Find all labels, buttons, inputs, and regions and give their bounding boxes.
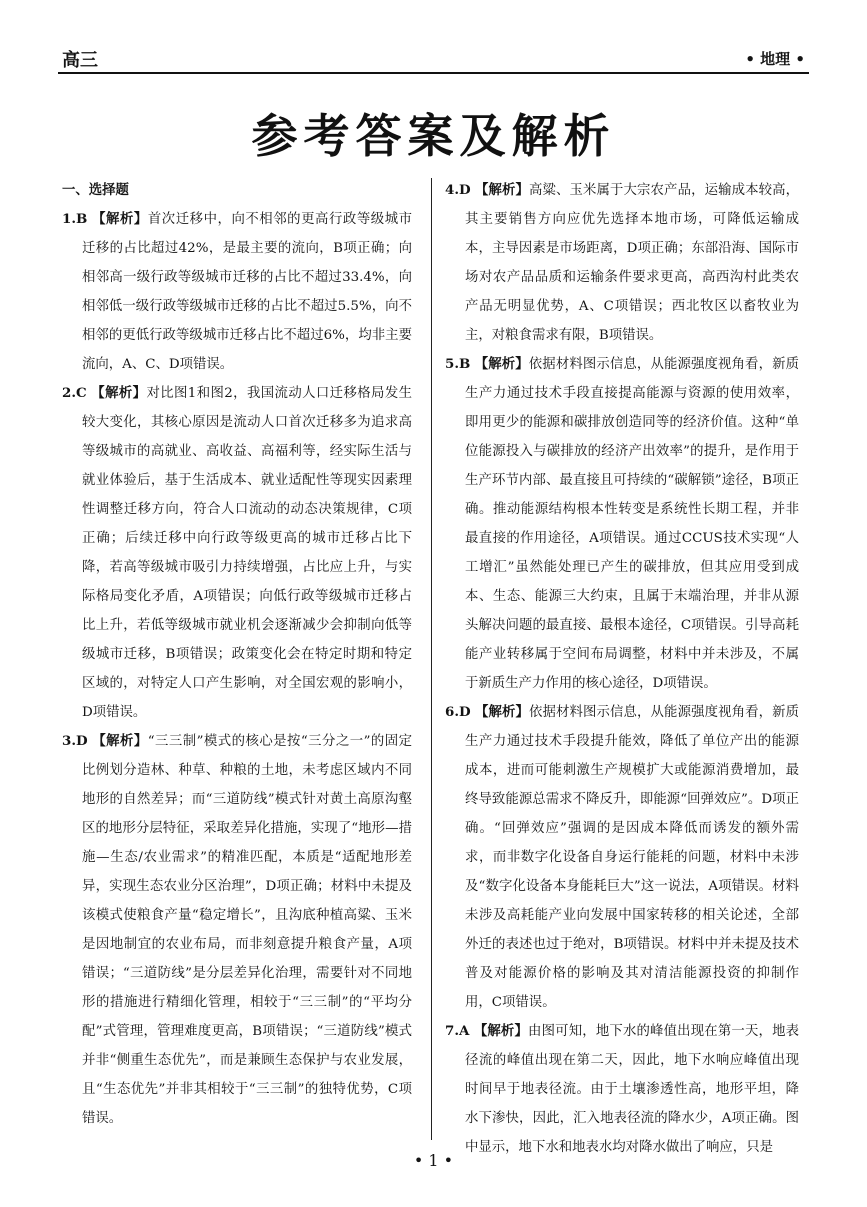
answer-number: 4.D [445, 182, 471, 198]
right-column [445, 176, 799, 1162]
answer-item-1 [62, 205, 412, 379]
answer-item-7 [445, 1017, 799, 1162]
analysis-tag: 【解析】 [474, 705, 529, 720]
answer-item-2 [62, 379, 412, 727]
subject-label: • 地理 • [745, 50, 805, 68]
answer-text: 依据材料图示信息，从能源强度视角看，新质生产力通过技术手段直接提高能源与资源的使用效率，即用更少的能源和碳排放创造同等的经济价值。这种“单位能源投入与碳排放的经济产出效率”的提升，是作用于生产环节内部、最直接且可持续的“碳解锁”途径，B项正确。推动能源结构根本性转变是系统性长期工程，并非最直接的作用途径，A项错误。通过CCUS技术实现“人工增汇”虽然能处理已产生的碳排放，但其应用受到成本、生态、能源三大约束，且属于末端治理，并非从源头解决问题的最直接、最根本途径，C项错误。引导高耗能产业转移属于空间布局调整，材料中并未涉及，不属于新质生产力作用的核心途径，D项错误。 [465, 357, 800, 691]
answer-item-5 [445, 350, 799, 698]
answer-text: “三三制”模式的核心是按“三分之一”的固定比例划分造林、种草、种粮的土地，未考虑区域内不同地形的自然差异；而“三道防线”模式针对黄土高原沟壑区的地形分层特征，采取差异化措施，实现了“地形—措施—生态/农业需求”的精准匹配，本质是“适配地形差异，实现生态农业分区治理”，D项正确；材料中未提及该模式使粮食产量“稳定增长”，且沟底种植高粱、玉米是因地制宜的农业布局，而非刻意提升粮食产量，A项错误；“三道防线”是分层差异化治理，需要针对不同地形的措施进行精细化管理，相较于“三三制”的“平均分配”式管理，管理难度更高，B项错误；“三道防线”模式并非“侧重生态优先”，而是兼顾生态保护与农业发展，且“生态优先”并非其相较于“三三制”的独特优势，C项错误。 [82, 734, 412, 1126]
answer-item-3 [62, 727, 412, 1133]
page-title: 参考答案及解析 [251, 109, 616, 163]
section-heading: 一、选择题 [62, 182, 129, 198]
answer-text: 依据材料图示信息，从能源强度视角看，新质生产力通过技术手段提升能效，降低了单位产出的能源成本，进而可能刺激生产规模扩大或能源消费增加，最终导致能源总需求不降反升，即能源“回弹效应”。D项正确。“回弹效应”强调的是因成本降低而诱发的额外需求，而非数字化设备自身运行能耗的问题，材料中未涉及“数字化设备本身能耗巨大”这一说法，A项错误。材料未涉及高耗能产业向发展中国家转移的相关论述，全部外迁的表述也过于绝对，B项错误。材料中并未提及技术普及对能源价格的影响及其对清洁能源投资的抑制作用，C项错误。 [465, 705, 800, 1010]
answer-number: 6.D [445, 704, 471, 720]
answer-number: 5.B [445, 356, 471, 372]
column-divider [431, 178, 432, 1140]
answer-text: 由图可知，地下水的峰值出现在第一天，地表径流的峰值出现在第二天，因此，地下水响应峰值出现时间早于地表径流。由于土壤渗透性高，地形平坦，降水下渗快，因此，汇入地表径流的降水少，A项正确。图中显示，地下水和地表水均对降水做出了响应，只是 [465, 1024, 800, 1155]
answer-text: 首次迁移中，向不相邻的更高行政等级城市迁移的占比超过42%，是最主要的流向，B项正确；向相邻高一级行政等级城市迁移的占比不超过33.4%，向相邻低一级行政等级城市迁移的占比不超过5.5%，向不相邻的更低行政等级城市迁移占比不超过6%，均非主要流向，A、C、D项错误。 [82, 212, 413, 372]
left-column [62, 176, 412, 1133]
analysis-tag: 【解析】 [91, 386, 147, 401]
analysis-tag: 【解析】 [473, 1024, 529, 1039]
analysis-tag: 【解析】 [92, 212, 148, 227]
grade-label: 高三 [62, 50, 98, 71]
answer-number: 2.C [62, 385, 87, 401]
page-header [58, 46, 809, 72]
answer-number: 7.A [445, 1023, 470, 1039]
header-rule [58, 72, 809, 74]
page-number: • 1 • [413, 1151, 454, 1170]
answer-item-4 [445, 176, 799, 350]
answer-text: 高粱、玉米属于大宗农产品，运输成本较高，其主要销售方向应优先选择本地市场，可降低运输成本，主导因素是市场距离，D项正确；东部沿海、国际市场对农产品品质和运输条件要求更高，高西沟村此类农产品无明显优势，A、C项错误；西北牧区以畜牧业为主，对粮食需求有限，B项错误。 [465, 183, 800, 343]
analysis-tag: 【解析】 [474, 183, 529, 198]
analysis-tag: 【解析】 [92, 734, 148, 749]
answer-number: 1.B [62, 211, 88, 227]
answer-item-6 [445, 698, 799, 1017]
answer-text: 对比图1和图2，我国流动人口迁移格局发生较大变化，其核心原因是流动人口首次迁移多为追求高等级城市的高就业、高收益、高福利等，经实际生活与就业体验后，基于生活成本、就业适配性等现实因素理性调整迁移方向，符合人口流动的动态决策规律，C项正确；后续迁移中向行政等级更高的城市迁移占比下降，若高等级城市吸引力持续增强，占比应上升，与实际格局变化矛盾，A项错误；向低行政等级城市迁移占比上升，若低等级城市就业机会逐渐减少会抑制向低等级城市迁移，B项错误；政策变化会在特定时期和特定区域的，对特定人口产生影响，对全国宏观的影响小，D项错误。 [82, 386, 412, 720]
answer-number: 3.D [62, 733, 88, 749]
analysis-tag: 【解析】 [474, 357, 529, 372]
